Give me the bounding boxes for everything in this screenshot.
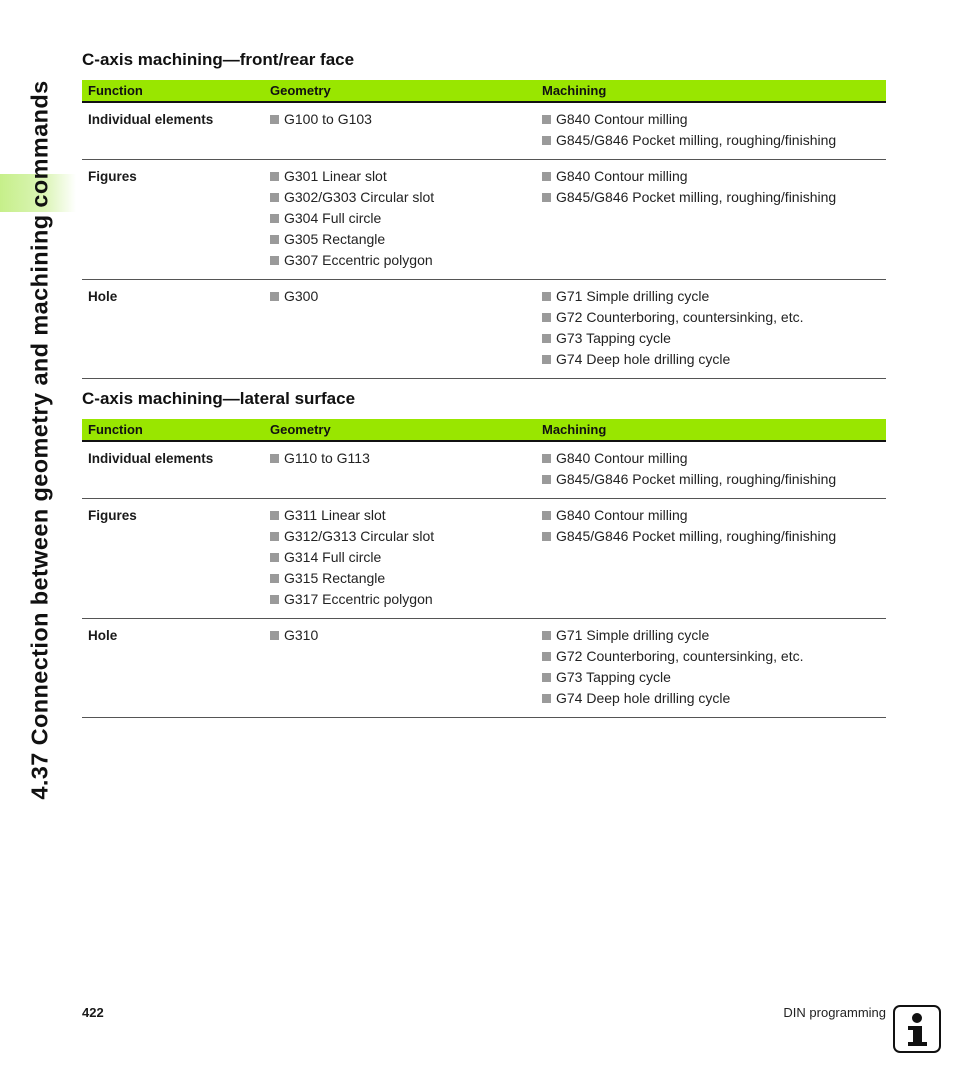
list-item: G100 to G103 bbox=[270, 109, 530, 130]
section-front-rear-face bbox=[82, 49, 886, 379]
list-item: G307 Eccentric polygon bbox=[270, 250, 530, 271]
list-item: G302/G303 Circular slot bbox=[270, 187, 530, 208]
list-item: G73 Tapping cycle bbox=[542, 328, 880, 349]
footer-chapter-label: DIN programming bbox=[783, 1005, 886, 1020]
header-geometry: Geometry bbox=[264, 80, 536, 102]
function-cell: Individual elements bbox=[82, 102, 264, 160]
machining-cell bbox=[536, 160, 886, 280]
function-cell: Figures bbox=[82, 499, 264, 619]
machining-cell bbox=[536, 441, 886, 499]
chapter-title-text: 4.37 Connection between geometry and machining commands bbox=[26, 80, 53, 800]
list-item: G311 Linear slot bbox=[270, 505, 530, 526]
header-geometry: Geometry bbox=[264, 419, 536, 441]
list-item: G74 Deep hole drilling cycle bbox=[542, 349, 880, 370]
section-title: C-axis machining—front/rear face bbox=[82, 50, 355, 69]
list-item: G317 Eccentric polygon bbox=[270, 589, 530, 610]
info-icon-serif-bottom bbox=[908, 1042, 927, 1046]
table-header-row bbox=[82, 80, 886, 102]
list-item: G840 Contour milling bbox=[542, 505, 880, 526]
machining-cell bbox=[536, 499, 886, 619]
section-title: C-axis machining—lateral surface bbox=[82, 389, 356, 408]
list-item: G312/G313 Circular slot bbox=[270, 526, 530, 547]
header-function: Function bbox=[82, 419, 264, 441]
table-row bbox=[82, 160, 886, 280]
page-number: 422 bbox=[82, 1005, 104, 1020]
list-item: G840 Contour milling bbox=[542, 448, 880, 469]
header-machining: Machining bbox=[536, 419, 886, 441]
function-cell: Individual elements bbox=[82, 441, 264, 499]
list-item: G71 Simple drilling cycle bbox=[542, 625, 880, 646]
machining-cell bbox=[536, 619, 886, 718]
list-item: G301 Linear slot bbox=[270, 166, 530, 187]
list-item: G845/G846 Pocket milling, roughing/finishing bbox=[542, 526, 880, 547]
list-item: G314 Full circle bbox=[270, 547, 530, 568]
list-item: G845/G846 Pocket milling, roughing/finishing bbox=[542, 469, 880, 490]
list-item: G840 Contour milling bbox=[542, 166, 880, 187]
list-item: G71 Simple drilling cycle bbox=[542, 286, 880, 307]
list-item: G845/G846 Pocket milling, roughing/finishing bbox=[542, 130, 880, 151]
list-item: G305 Rectangle bbox=[270, 229, 530, 250]
list-item: G304 Full circle bbox=[270, 208, 530, 229]
header-function: Function bbox=[82, 80, 264, 102]
function-cell: Hole bbox=[82, 280, 264, 379]
commands-table bbox=[82, 419, 886, 718]
table-header-row bbox=[82, 419, 886, 441]
geometry-cell bbox=[264, 619, 536, 718]
list-item: G315 Rectangle bbox=[270, 568, 530, 589]
commands-table bbox=[82, 80, 886, 379]
list-item: G110 to G113 bbox=[270, 448, 530, 469]
table-row bbox=[82, 102, 886, 160]
table-row bbox=[82, 499, 886, 619]
info-icon bbox=[893, 1005, 941, 1053]
list-item: G72 Counterboring, countersinking, etc. bbox=[542, 307, 880, 328]
list-item: G72 Counterboring, countersinking, etc. bbox=[542, 646, 880, 667]
geometry-cell bbox=[264, 499, 536, 619]
table-row bbox=[82, 280, 886, 379]
function-cell: Hole bbox=[82, 619, 264, 718]
list-item: G840 Contour milling bbox=[542, 109, 880, 130]
geometry-cell bbox=[264, 102, 536, 160]
header-machining: Machining bbox=[536, 80, 886, 102]
list-item: G845/G846 Pocket milling, roughing/finishing bbox=[542, 187, 880, 208]
geometry-cell bbox=[264, 441, 536, 499]
machining-cell bbox=[536, 102, 886, 160]
table-row bbox=[82, 441, 886, 499]
list-item: G300 bbox=[270, 286, 530, 307]
info-icon-dot bbox=[912, 1013, 922, 1023]
list-item: G310 bbox=[270, 625, 530, 646]
geometry-cell bbox=[264, 280, 536, 379]
machining-cell bbox=[536, 280, 886, 379]
list-item: G74 Deep hole drilling cycle bbox=[542, 688, 880, 709]
chapter-side-title bbox=[0, 0, 80, 830]
table-row bbox=[82, 619, 886, 718]
geometry-cell bbox=[264, 160, 536, 280]
section-lateral-surface bbox=[82, 388, 886, 718]
list-item: G73 Tapping cycle bbox=[542, 667, 880, 688]
function-cell: Figures bbox=[82, 160, 264, 280]
